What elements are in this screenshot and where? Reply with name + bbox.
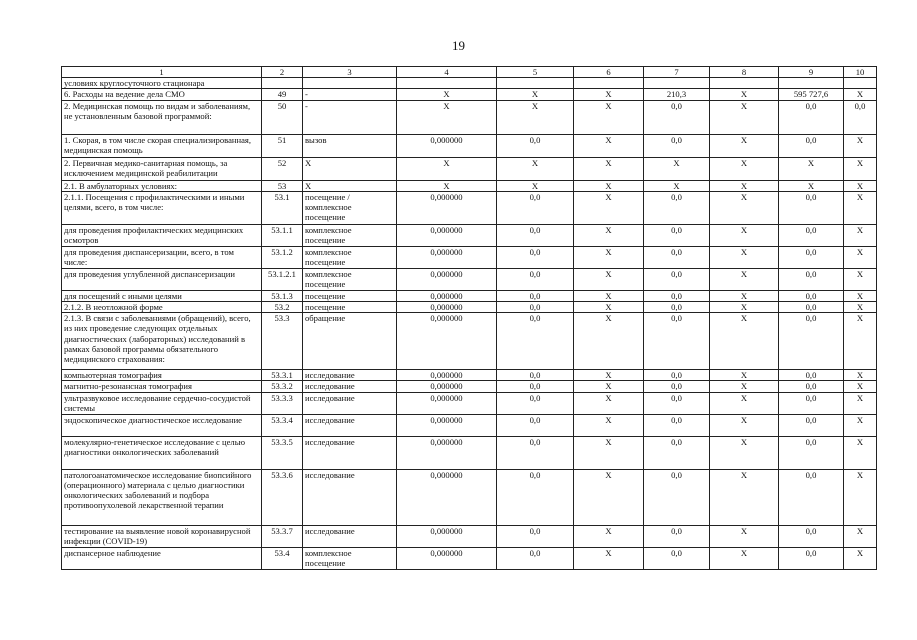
- col4-cell: X: [397, 100, 497, 134]
- col8-cell: X: [710, 469, 779, 525]
- row-code-cell: [262, 78, 303, 89]
- table-row: [62, 78, 877, 89]
- col4-cell: 0,000000: [397, 436, 497, 469]
- col8-cell: X: [710, 302, 779, 313]
- unit-cell: исследование: [303, 525, 397, 547]
- row-name-cell: для посещений с иными целями: [62, 290, 262, 301]
- col6-cell: X: [574, 180, 644, 191]
- table-row: [62, 313, 877, 370]
- row-name-cell: для проведения диспансеризации, всего, в том числе:: [62, 246, 262, 268]
- col9-cell: X: [779, 157, 844, 180]
- col6-cell: X: [574, 392, 644, 414]
- col4-cell: 0,000000: [397, 392, 497, 414]
- col10-cell: X: [844, 370, 877, 381]
- row-name-cell: условиях круглосуточного стационара: [62, 78, 262, 89]
- col5-cell: 0,0: [497, 290, 574, 301]
- row-name-cell: 2.1.2. В неотложной форме: [62, 302, 262, 313]
- col7-cell: 0,0: [644, 246, 710, 268]
- col4-cell: 0,000000: [397, 191, 497, 224]
- row-code-cell: 53.1.2.1: [262, 268, 303, 290]
- col9-cell: 0,0: [779, 100, 844, 134]
- col6-cell: X: [574, 436, 644, 469]
- row-name-cell: 2.1.1. Посещения с профилактическими и иными целями, всего, в том числе:: [62, 191, 262, 224]
- col6-cell: X: [574, 469, 644, 525]
- col5-cell: 0,0: [497, 469, 574, 525]
- col7-cell: 0,0: [644, 370, 710, 381]
- col6-cell: X: [574, 224, 644, 246]
- column-header: 1: [62, 67, 262, 78]
- table-row: [62, 414, 877, 436]
- col8-cell: X: [710, 134, 779, 157]
- unit-cell: комплексное посещение: [303, 268, 397, 290]
- col6-cell: [574, 78, 644, 89]
- col9-cell: 0,0: [779, 290, 844, 301]
- col6-cell: X: [574, 268, 644, 290]
- row-code-cell: 53.3: [262, 313, 303, 370]
- col4-cell: 0,000000: [397, 414, 497, 436]
- col7-cell: 0,0: [644, 134, 710, 157]
- row-name-cell: тестирование на выявление новой коронавирусной инфекции (COVID-19): [62, 525, 262, 547]
- col6-cell: X: [574, 525, 644, 547]
- col9-cell: 0,0: [779, 414, 844, 436]
- row-code-cell: 52: [262, 157, 303, 180]
- col10-cell: X: [844, 302, 877, 313]
- col7-cell: 210,3: [644, 89, 710, 100]
- col9-cell: 0,0: [779, 134, 844, 157]
- unit-cell: комплексное посещение: [303, 246, 397, 268]
- row-name-cell: 2.1.3. В связи с заболеваниями (обращений), всего, из них проведение следующих отдельных диагностических (лабораторных) исследований в рамках базовой программы обязательного медицинского страхования:: [62, 313, 262, 370]
- col5-cell: 0,0: [497, 191, 574, 224]
- col8-cell: X: [710, 313, 779, 370]
- unit-cell: комплексное посещение: [303, 224, 397, 246]
- col10-cell: X: [844, 313, 877, 370]
- row-name-cell: эндоскопическое диагностическое исследование: [62, 414, 262, 436]
- col8-cell: X: [710, 224, 779, 246]
- col5-cell: 0,0: [497, 302, 574, 313]
- unit-cell: исследование: [303, 469, 397, 525]
- col8-cell: X: [710, 436, 779, 469]
- row-code-cell: 53.2: [262, 302, 303, 313]
- col7-cell: 0,0: [644, 547, 710, 569]
- col4-cell: X: [397, 89, 497, 100]
- col8-cell: X: [710, 180, 779, 191]
- row-name-cell: для проведения профилактических медицинских осмотров: [62, 224, 262, 246]
- col9-cell: 0,0: [779, 246, 844, 268]
- row-code-cell: 51: [262, 134, 303, 157]
- unit-cell: исследование: [303, 414, 397, 436]
- row-name-cell: 2. Первичная медико-санитарная помощь, за исключением медицинской реабилитации: [62, 157, 262, 180]
- col4-cell: 0,000000: [397, 469, 497, 525]
- unit-cell: исследование: [303, 381, 397, 392]
- row-code-cell: 53.1.1: [262, 224, 303, 246]
- col5-cell: X: [497, 89, 574, 100]
- col9-cell: [779, 78, 844, 89]
- col10-cell: X: [844, 180, 877, 191]
- col4-cell: 0,000000: [397, 290, 497, 301]
- col5-cell: 0,0: [497, 436, 574, 469]
- row-name-cell: 6. Расходы на ведение дела СМО: [62, 89, 262, 100]
- col5-cell: X: [497, 100, 574, 134]
- table-row: [62, 224, 877, 246]
- col4-cell: 0,000000: [397, 134, 497, 157]
- unit-cell: комплексное посещение: [303, 547, 397, 569]
- col7-cell: 0,0: [644, 224, 710, 246]
- row-name-cell: компьютерная томография: [62, 370, 262, 381]
- col8-cell: X: [710, 370, 779, 381]
- col4-cell: 0,000000: [397, 313, 497, 370]
- col4-cell: X: [397, 157, 497, 180]
- col9-cell: 0,0: [779, 525, 844, 547]
- col4-cell: 0,000000: [397, 525, 497, 547]
- col10-cell: X: [844, 157, 877, 180]
- row-code-cell: 53.1.3: [262, 290, 303, 301]
- col5-cell: X: [497, 180, 574, 191]
- col4-cell: 0,000000: [397, 224, 497, 246]
- col5-cell: 0,0: [497, 246, 574, 268]
- col6-cell: X: [574, 134, 644, 157]
- col9-cell: 0,0: [779, 381, 844, 392]
- column-header: 2: [262, 67, 303, 78]
- col8-cell: X: [710, 525, 779, 547]
- col6-cell: X: [574, 302, 644, 313]
- row-code-cell: 53.3.7: [262, 525, 303, 547]
- col7-cell: X: [644, 157, 710, 180]
- col10-cell: X: [844, 525, 877, 547]
- unit-cell: посещение / комплексное посещение: [303, 191, 397, 224]
- table-row: [62, 89, 877, 100]
- col9-cell: 595 727,6: [779, 89, 844, 100]
- row-name-cell: 2. Медицинская помощь по видам и заболеваниям, не установленным базовой программой:: [62, 100, 262, 134]
- col10-cell: X: [844, 134, 877, 157]
- table-row: [62, 547, 877, 569]
- unit-cell: [303, 78, 397, 89]
- row-name-cell: молекулярно-генетическое исследование с целью диагностики онкологических заболеваний: [62, 436, 262, 469]
- column-header: 9: [779, 67, 844, 78]
- col4-cell: 0,000000: [397, 370, 497, 381]
- page-number: 19: [452, 38, 465, 53]
- col5-cell: 0,0: [497, 381, 574, 392]
- col4-cell: X: [397, 180, 497, 191]
- row-code-cell: 53.3.3: [262, 392, 303, 414]
- table-row: [62, 268, 877, 290]
- col6-cell: X: [574, 100, 644, 134]
- col9-cell: 0,0: [779, 392, 844, 414]
- row-code-cell: 49: [262, 89, 303, 100]
- col5-cell: 0,0: [497, 525, 574, 547]
- column-header: 5: [497, 67, 574, 78]
- column-header: 8: [710, 67, 779, 78]
- table-row: [62, 100, 877, 134]
- col6-cell: X: [574, 290, 644, 301]
- row-name-cell: диспансерное наблюдение: [62, 547, 262, 569]
- col6-cell: X: [574, 313, 644, 370]
- row-code-cell: 53.1.2: [262, 246, 303, 268]
- col5-cell: 0,0: [497, 392, 574, 414]
- col10-cell: X: [844, 290, 877, 301]
- col7-cell: 0,0: [644, 100, 710, 134]
- col9-cell: X: [779, 180, 844, 191]
- col9-cell: 0,0: [779, 313, 844, 370]
- row-name-cell: магнитно-резонансная томография: [62, 381, 262, 392]
- col5-cell: 0,0: [497, 134, 574, 157]
- table-row: [62, 302, 877, 313]
- table-row: [62, 191, 877, 224]
- table-row: [62, 381, 877, 392]
- table-row: [62, 180, 877, 191]
- col8-cell: X: [710, 100, 779, 134]
- row-code-cell: 50: [262, 100, 303, 134]
- col5-cell: X: [497, 157, 574, 180]
- col7-cell: 0,0: [644, 392, 710, 414]
- col9-cell: 0,0: [779, 191, 844, 224]
- table-row: [62, 525, 877, 547]
- unit-cell: вызов: [303, 134, 397, 157]
- row-code-cell: 53.3.5: [262, 436, 303, 469]
- col7-cell: 0,0: [644, 290, 710, 301]
- col7-cell: 0,0: [644, 313, 710, 370]
- col7-cell: 0,0: [644, 436, 710, 469]
- col8-cell: X: [710, 547, 779, 569]
- col6-cell: X: [574, 414, 644, 436]
- col6-cell: X: [574, 370, 644, 381]
- col7-cell: 0,0: [644, 469, 710, 525]
- col7-cell: X: [644, 180, 710, 191]
- col4-cell: 0,000000: [397, 246, 497, 268]
- col7-cell: 0,0: [644, 414, 710, 436]
- row-code-cell: 53.3.4: [262, 414, 303, 436]
- unit-cell: посещение: [303, 302, 397, 313]
- col10-cell: X: [844, 381, 877, 392]
- col5-cell: 0,0: [497, 313, 574, 370]
- column-number-row: [62, 67, 877, 78]
- col6-cell: X: [574, 191, 644, 224]
- col9-cell: 0,0: [779, 302, 844, 313]
- col9-cell: 0,0: [779, 547, 844, 569]
- unit-cell: -: [303, 100, 397, 134]
- col5-cell: 0,0: [497, 224, 574, 246]
- col10-cell: X: [844, 268, 877, 290]
- column-header: 6: [574, 67, 644, 78]
- unit-cell: исследование: [303, 436, 397, 469]
- column-header: 7: [644, 67, 710, 78]
- unit-cell: исследование: [303, 370, 397, 381]
- row-code-cell: 53.1: [262, 191, 303, 224]
- col4-cell: 0,000000: [397, 268, 497, 290]
- table-row: [62, 469, 877, 525]
- col9-cell: 0,0: [779, 224, 844, 246]
- row-name-cell: патологоанатомическое исследование биопсийного (операционного) материала с целью диагностики онкологических заболеваний и подбора противоопухолевой лекарственной терапии: [62, 469, 262, 525]
- col9-cell: 0,0: [779, 436, 844, 469]
- col5-cell: 0,0: [497, 414, 574, 436]
- col10-cell: X: [844, 414, 877, 436]
- column-header: 3: [303, 67, 397, 78]
- row-name-cell: 1. Скорая, в том числе скорая специализированная, медицинская помощь: [62, 134, 262, 157]
- col6-cell: X: [574, 547, 644, 569]
- col8-cell: X: [710, 392, 779, 414]
- col7-cell: 0,0: [644, 525, 710, 547]
- col10-cell: 0,0: [844, 100, 877, 134]
- col5-cell: 0,0: [497, 547, 574, 569]
- col6-cell: X: [574, 89, 644, 100]
- col9-cell: 0,0: [779, 469, 844, 525]
- row-code-cell: 53.3.6: [262, 469, 303, 525]
- unit-cell: X: [303, 180, 397, 191]
- col8-cell: X: [710, 89, 779, 100]
- col6-cell: X: [574, 157, 644, 180]
- row-code-cell: 53: [262, 180, 303, 191]
- unit-cell: посещение: [303, 290, 397, 301]
- col5-cell: [497, 78, 574, 89]
- col10-cell: X: [844, 89, 877, 100]
- row-name-cell: для проведения углубленной диспансеризации: [62, 268, 262, 290]
- col5-cell: 0,0: [497, 268, 574, 290]
- col4-cell: [397, 78, 497, 89]
- table-row: [62, 246, 877, 268]
- row-code-cell: 53.3.1: [262, 370, 303, 381]
- col4-cell: 0,000000: [397, 302, 497, 313]
- col4-cell: 0,000000: [397, 547, 497, 569]
- data-table: [61, 66, 877, 570]
- col7-cell: 0,0: [644, 191, 710, 224]
- col10-cell: X: [844, 436, 877, 469]
- row-code-cell: 53.4: [262, 547, 303, 569]
- unit-cell: X: [303, 157, 397, 180]
- col8-cell: X: [710, 290, 779, 301]
- col10-cell: [844, 78, 877, 89]
- unit-cell: исследование: [303, 392, 397, 414]
- row-name-cell: ультразвуковое исследование сердечно-сосудистой системы: [62, 392, 262, 414]
- col8-cell: X: [710, 246, 779, 268]
- col10-cell: X: [844, 392, 877, 414]
- col8-cell: X: [710, 414, 779, 436]
- col7-cell: 0,0: [644, 381, 710, 392]
- col6-cell: X: [574, 381, 644, 392]
- col4-cell: 0,000000: [397, 381, 497, 392]
- row-code-cell: 53.3.2: [262, 381, 303, 392]
- col10-cell: X: [844, 224, 877, 246]
- row-name-cell: 2.1. В амбулаторных условиях:: [62, 180, 262, 191]
- col8-cell: X: [710, 268, 779, 290]
- col8-cell: X: [710, 157, 779, 180]
- col6-cell: X: [574, 246, 644, 268]
- unit-cell: -: [303, 89, 397, 100]
- column-header: 10: [844, 67, 877, 78]
- col8-cell: X: [710, 191, 779, 224]
- col5-cell: 0,0: [497, 370, 574, 381]
- table-row: [62, 290, 877, 301]
- col9-cell: 0,0: [779, 268, 844, 290]
- col8-cell: X: [710, 381, 779, 392]
- col10-cell: X: [844, 469, 877, 525]
- table-row: [62, 392, 877, 414]
- table-row: [62, 157, 877, 180]
- table-row: [62, 436, 877, 469]
- col7-cell: 0,0: [644, 302, 710, 313]
- col7-cell: 0,0: [644, 268, 710, 290]
- col7-cell: [644, 78, 710, 89]
- column-header: 4: [397, 67, 497, 78]
- col10-cell: X: [844, 246, 877, 268]
- table-row: [62, 134, 877, 157]
- col10-cell: X: [844, 191, 877, 224]
- col9-cell: 0,0: [779, 370, 844, 381]
- table-row: [62, 370, 877, 381]
- unit-cell: обращение: [303, 313, 397, 370]
- col10-cell: X: [844, 547, 877, 569]
- col8-cell: [710, 78, 779, 89]
